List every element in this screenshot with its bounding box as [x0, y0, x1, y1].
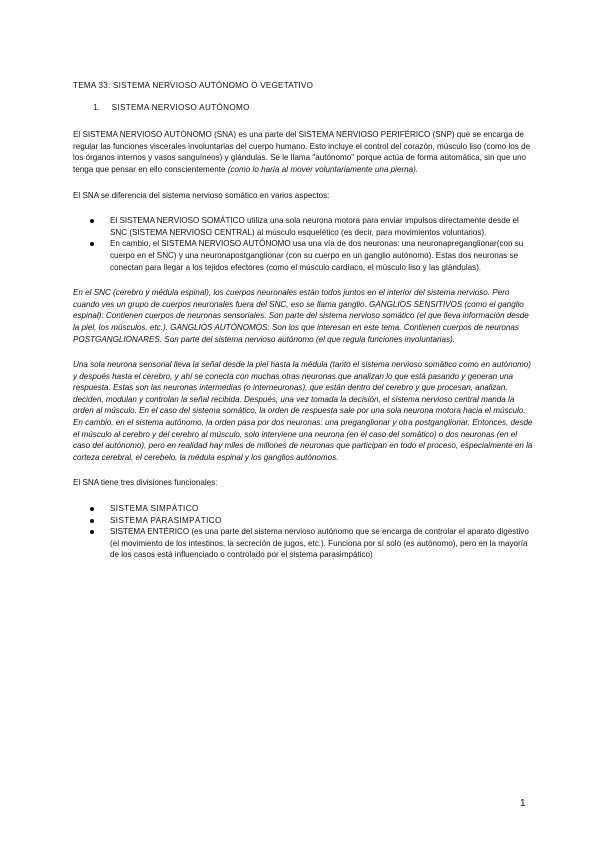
- intro-text: El SISTEMA NERVIOSO AUTÓNOMO (SNA) es una parte del SISTEMA NERVIOSO PERIFÉRICO (SNP) que se encarga de regular las funciones viscerales involuntarias del cuerpo humano. Esto incluye el control del corazón, músculo liso (como los de los órganos internos y vasos sanguíneos) y glándulas. Se le llama "autónomo" porque actúa de forma automática, sin que uno tenga que pensar en ello conscientemente: [73, 130, 531, 174]
- divisions-list: [73, 503, 535, 561]
- section-heading: [73, 102, 535, 114]
- intro-italic-text: (como lo haría al mover voluntariamente una pierna).: [227, 164, 419, 174]
- list-item: El SISTEMA NERVIOSO SOMÁTICO utiliza una sola neurona motora para enviar impulsos directamente desde el SNC (SISTEMA NERVIOSO CENTRAL) al músculo esquelético (es decir, para movimientos voluntarios).: [73, 215, 535, 238]
- section-number: 1.: [93, 102, 101, 112]
- document-title: TEMA 33: SISTEMA NERVIOSO AUTÓNOMO O VEGETATIVO: [73, 81, 314, 90]
- page-content: [73, 80, 535, 575]
- divisions-paragraph: El SNA tiene tres divisiones funcionales:: [73, 478, 218, 488]
- list-item: SISTEMA SIMPÁTICO: [73, 503, 535, 515]
- list-item: SISTEMA ENTÉRICO (es una parte del sistema nervioso autónomo que se encarga de controlar el aparato digestivo (el movimiento de los intestinos, la secreción de jugos, etc.). Funciona por sí solo (es autónomo), pero en la mayoría de los casos está influenciado o controlado por el sistema parasimpático): [73, 526, 535, 561]
- intro-paragraph: [73, 129, 535, 175]
- page-number: 1: [520, 798, 526, 809]
- list-item: SISTEMA PARASIMPÁTICO: [73, 515, 535, 527]
- list-item: En cambio, el SISTEMA NERVIOSO AUTÓNOMO usa una vía de dos neuronas: una neuronapreganglionar(con su cuerpo en el SNC) y una neuronapostganglionar (con su cuerpo en un ganglio autónomo). Estas dos neuronas se conectan para llegar a los tejidos efectores (como el músculo cardíaco, el músculo liso y las glándulas).: [73, 238, 535, 273]
- sensory-paragraph: Una sola neurona sensorial lleva la señal desde la piel hasta la médula (tanto el sistema nervioso somático como en autónomo) y después hasta el cerebro, y ahí se conecta con muchas otras neuronas que analizan lo que está pasando y generan una respuesta. Estas son las neuronas intermedias (o interneuronas), que están dentro del cerebro y que procesan, analizan, deciden, modulan y controlan la señal recibida. Después, una vez tomada la decisión, el sistema nervioso central manda la orden al músculo. En el caso del sistema somático, la orden de respuesta sale por una sola neurona motora hacia el músculo. En cambio, en el sistema autónomo, la orden pasa por dos neuronas: una preganglionar y otra postganglionar. Entonces, desde el músculo al cerebro y del cerebro al músculo, solo interviene una neurona (en el caso del somático) o dos neuronas (en el caso del autónomo), pero en realidad hay miles de millones de neuronas que participan en todo el proceso, especialmente en la corteza cerebral, el cerebelo, la médula espinal y los ganglios autónomos.: [73, 360, 533, 462]
- ganglia-paragraph: En el SNC (cerebro y médula espinal), los cuerpos neuronales están todos juntos en el interior del sistema nervioso. Pero cuando ves un grupo de cuerpos neuronales fuera del SNC, eso se llama ganglio. GANGLIOS SENSITIVOS (como el ganglio espinal): Contienen cuerpos de neuronas sensoriales. Son parte del sistema nervioso somático (el que lleva información desde la piel, los músculos, etc.). GANGLIOS AUTÓNOMOS: Son los que interesan en este tema. Contienen cuerpos de neuronas POSTGANGLIONARES. Son parte del sistema nervioso autónomo (el que regula funciones involuntarias).: [73, 288, 529, 344]
- section-title: SISTEMA NERVIOSO AUTÓNOMO: [111, 102, 250, 112]
- differs-paragraph: El SNA se diferencia del sistema nervioso somático en varios aspectos:: [73, 190, 330, 200]
- differences-list: [73, 215, 535, 273]
